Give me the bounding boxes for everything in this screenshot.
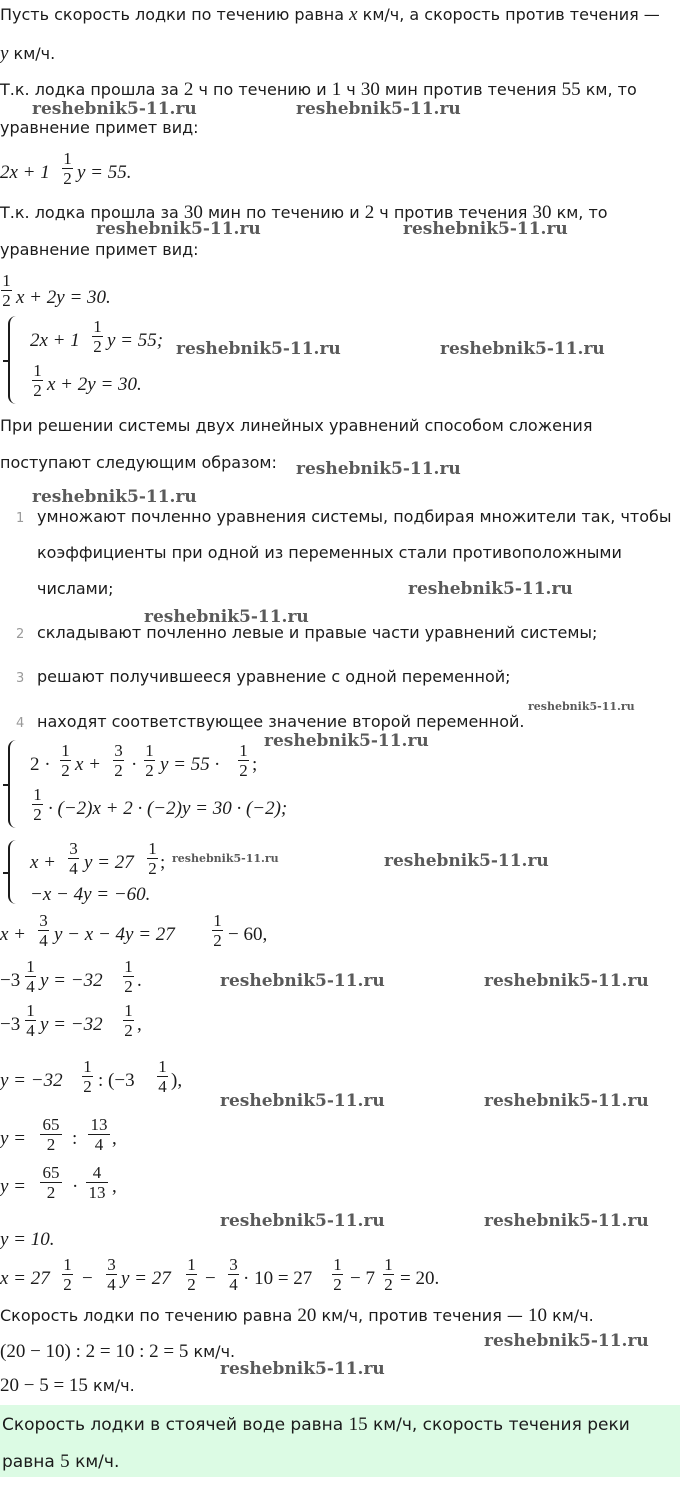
watermark: reshebnik5-11.ru: [220, 1359, 385, 1379]
eq-part: x +: [75, 754, 102, 775]
fraction: [88, 1116, 110, 1153]
fraction-num: 65: [42, 1115, 60, 1134]
list-item-text: складывают почленно левые и правые части уравнений системы;: [37, 623, 598, 642]
fraction: [383, 1256, 394, 1293]
equation-2: [0, 270, 300, 316]
eq-part: y =: [0, 1128, 27, 1149]
fraction: [38, 912, 49, 949]
condition-2-line-2: уравнение примет вид:: [0, 240, 199, 259]
step-8: [0, 1254, 500, 1300]
answer-text: км/ч, скорость течения реки: [367, 1415, 630, 1435]
method-line-1: При решении системы двух линейных уравнений способом сложения: [0, 416, 593, 435]
eq-part: · (−2)x + 2 · (−2)y = 30 · (−2);: [48, 798, 288, 819]
fraction-num: 1: [158, 1057, 167, 1076]
intro-text: Пусть скорость лодки по течению равна: [0, 5, 350, 24]
eq-part: −: [82, 1268, 93, 1289]
fraction: [40, 1164, 62, 1201]
equation-1: [0, 148, 300, 194]
fraction-den: 2: [63, 1275, 72, 1294]
result-line-3: [0, 1376, 135, 1396]
watermark: reshebnik5-11.ru: [172, 852, 279, 865]
fraction-num: 1: [83, 1057, 92, 1076]
num: 30: [183, 202, 203, 223]
eq-part: − 60,: [228, 924, 268, 945]
fraction-num: 1: [63, 149, 72, 168]
fraction: [147, 840, 158, 877]
eq-part: y = 55 ·: [160, 754, 220, 775]
fraction-num: 3: [39, 911, 48, 930]
unit: км/ч.: [87, 1376, 135, 1395]
condition-1-line-2: уравнение примет вид:: [0, 118, 199, 137]
eq-part: x + 2y = 30.: [47, 374, 142, 395]
num: 20: [297, 1305, 317, 1326]
watermark: reshebnik5-11.ru: [32, 99, 197, 119]
list-item-text: числами;: [37, 579, 114, 598]
fraction: [68, 840, 79, 877]
intro-unit: км/ч.: [8, 44, 56, 63]
var-y: y: [0, 43, 9, 64]
step-6: [0, 1162, 300, 1208]
eq-part: y = 27: [121, 1268, 171, 1289]
watermark: reshebnik5-11.ru: [484, 971, 649, 991]
system-brace: [8, 316, 18, 404]
fraction-den: 2: [2, 291, 11, 310]
intro-text-2: км/ч, а скорость против течения —: [357, 5, 660, 24]
fraction-num: 3: [69, 839, 78, 858]
fraction: [186, 1256, 197, 1293]
list-number: 2: [16, 627, 25, 642]
method-line-2: поступают следующим образом:: [0, 453, 277, 472]
fraction-num: 65: [42, 1163, 60, 1182]
eq-part: −x − 4y = −60.: [30, 884, 151, 905]
eq-part: y =: [0, 1176, 27, 1197]
fraction-den: 2: [93, 337, 102, 356]
fraction-den: 4: [94, 1135, 104, 1154]
num: 5: [60, 1451, 70, 1472]
fraction: [228, 1256, 239, 1293]
num: 10: [527, 1305, 547, 1326]
eq-part: ·: [72, 1176, 79, 1197]
condition-text: мин против течения: [379, 80, 562, 99]
eq-part: −3: [0, 1014, 21, 1035]
list-item-text: коэффициенты при одной из переменных стали противоположными: [37, 543, 622, 562]
fraction-den: 2: [239, 761, 248, 780]
step-1: [0, 910, 400, 956]
condition-text: Т.к. лодка прошла за: [0, 80, 184, 99]
eq-part: x +: [30, 852, 57, 873]
expression: 20 − 5 = 15: [0, 1375, 88, 1396]
eq-part: 2x + 1: [0, 162, 50, 183]
fraction-den: 2: [145, 761, 154, 780]
fraction: [82, 1058, 93, 1095]
fraction-den: 2: [61, 761, 70, 780]
fraction-den: 13: [88, 1183, 106, 1202]
watermark: reshebnik5-11.ru: [220, 1211, 385, 1231]
fraction-den: 2: [148, 859, 157, 878]
fraction: [25, 958, 36, 995]
eq-part: y = 27: [84, 852, 134, 873]
fraction: [1, 272, 12, 309]
list-number: 3: [16, 671, 25, 686]
eq-part: ·: [131, 754, 138, 775]
eq-part: y = −32: [40, 1014, 103, 1035]
fraction-num: 3: [229, 1255, 238, 1274]
system-3: [0, 838, 320, 908]
eq-part: · 10 = 27: [243, 1268, 313, 1289]
fraction-den: 2: [33, 381, 42, 400]
watermark: reshebnik5-11.ru: [296, 459, 461, 479]
fraction-den: 2: [33, 805, 42, 824]
result-line-1: [0, 1306, 594, 1326]
fraction: [62, 1256, 73, 1293]
fraction-num: 4: [92, 1163, 102, 1182]
num: 55: [561, 79, 581, 100]
fraction: [92, 318, 103, 355]
fraction: [144, 742, 155, 779]
result-line-2: [0, 1342, 235, 1362]
eq-part: x +: [0, 924, 27, 945]
watermark: reshebnik5-11.ru: [220, 971, 385, 991]
fraction-num: 1: [124, 1001, 133, 1020]
watermark: reshebnik5-11.ru: [144, 607, 309, 627]
fraction: [106, 1256, 117, 1293]
eq-part: y = 55.: [77, 162, 132, 183]
fraction-den: 2: [63, 169, 72, 188]
fraction-num: 1: [148, 839, 157, 858]
eq-part: y − x − 4y = 27: [54, 924, 175, 945]
eq-part: ;: [160, 852, 166, 873]
watermark: reshebnik5-11.ru: [484, 1211, 649, 1231]
watermark: reshebnik5-11.ru: [408, 579, 573, 599]
fraction-num: 1: [187, 1255, 196, 1274]
fraction-num: 1: [333, 1255, 342, 1274]
watermark: reshebnik5-11.ru: [528, 700, 635, 713]
list-number: 1: [16, 511, 25, 526]
var-x: x: [349, 4, 358, 25]
watermark: reshebnik5-11.ru: [403, 219, 568, 239]
eq-part: y = −32: [0, 1070, 63, 1091]
fraction-den: 2: [46, 1135, 56, 1154]
eq-part: − 7: [350, 1268, 375, 1289]
eq-part: ;: [252, 754, 258, 775]
condition-text: ч: [341, 80, 361, 99]
answer-text: Скорость лодки в стоячей воде равна: [2, 1415, 349, 1435]
fraction: [62, 150, 73, 187]
eq-part: −: [205, 1268, 216, 1289]
fraction-num: 1: [61, 741, 70, 760]
answer-box: [0, 1405, 680, 1477]
num: 15: [348, 1414, 368, 1435]
eq-part: .: [137, 970, 142, 991]
fraction-num: 1: [384, 1255, 393, 1274]
watermark: reshebnik5-11.ru: [384, 851, 549, 871]
eq-part: ,: [112, 1176, 117, 1197]
num: 2: [364, 202, 375, 223]
watermark: reshebnik5-11.ru: [220, 1091, 385, 1111]
fraction-den: 4: [69, 859, 78, 878]
step-7: [0, 1229, 200, 1253]
eq-part: y = 10.: [0, 1229, 55, 1250]
condition-text: Т.к. лодка прошла за: [0, 203, 184, 222]
intro-line-1: [0, 5, 660, 25]
fraction: [32, 362, 43, 399]
fraction: [157, 1058, 168, 1095]
fraction: [332, 1256, 343, 1293]
fraction: [60, 742, 71, 779]
intro-line-2: [0, 44, 55, 64]
eq-part: x + 2y = 30.: [16, 287, 111, 308]
watermark: reshebnik5-11.ru: [176, 339, 341, 359]
list-item-text: находят соответствующее значение второй переменной.: [37, 712, 525, 731]
fraction: [123, 1002, 134, 1039]
fraction: [40, 1116, 62, 1153]
step-3: [0, 1000, 300, 1046]
eq-part: ,: [112, 1128, 117, 1149]
watermark: reshebnik5-11.ru: [484, 1091, 649, 1111]
watermark: reshebnik5-11.ru: [296, 99, 461, 119]
fraction-num: 13: [90, 1115, 108, 1134]
fraction: [238, 742, 249, 779]
expression: (20 − 10) : 2 = 10 : 2 = 5: [0, 1341, 189, 1362]
list-item-text: умножают почленно уравнения системы, подбирая множители так, чтобы: [37, 507, 672, 526]
fraction-den: 2: [46, 1183, 56, 1202]
eq-part: ),: [171, 1070, 183, 1091]
eq-part: = 20.: [400, 1268, 440, 1289]
fraction-num: 1: [26, 957, 35, 976]
fraction-den: 4: [229, 1275, 238, 1294]
list-item-text: решают получившееся уравнение с одной переменной;: [37, 667, 511, 686]
condition-text: ч против течения: [374, 203, 533, 222]
eq-part: 2 ·: [30, 754, 51, 775]
system-2: [0, 738, 400, 834]
num: 30: [532, 202, 552, 223]
fraction-num: 1: [145, 741, 154, 760]
answer-text: равна: [2, 1452, 61, 1472]
fraction-num: 1: [93, 317, 102, 336]
unit: км/ч.: [188, 1342, 236, 1361]
fraction-num: 1: [239, 741, 248, 760]
eq-part: y = 55;: [107, 330, 164, 351]
watermark: reshebnik5-11.ru: [484, 1331, 649, 1351]
answer-line-1: [2, 1414, 630, 1436]
fraction-den: 4: [107, 1275, 116, 1294]
result-text: Скорость лодки по течению равна: [0, 1306, 298, 1325]
fraction-den: 4: [39, 931, 48, 950]
fraction-den: 4: [158, 1077, 167, 1096]
eq-part: :: [72, 1128, 78, 1149]
watermark: reshebnik5-11.ru: [32, 487, 197, 507]
list-number: 4: [16, 716, 25, 731]
fraction: [25, 1002, 36, 1039]
fraction: [212, 912, 223, 949]
condition-text: км, то: [551, 203, 608, 222]
fraction-den: 2: [114, 761, 123, 780]
condition-text: мин по течению и: [202, 203, 365, 222]
system-brace: [8, 840, 18, 904]
condition-text: км, то: [580, 80, 637, 99]
fraction: [123, 958, 134, 995]
fraction-num: 1: [33, 361, 42, 380]
result-text: км/ч, против течения —: [316, 1306, 528, 1325]
fraction-num: 1: [33, 785, 42, 804]
fraction-num: 1: [26, 1001, 35, 1020]
fraction-num: 1: [213, 911, 222, 930]
fraction-num: 1: [124, 957, 133, 976]
fraction-num: 1: [63, 1255, 72, 1274]
fraction-den: 2: [83, 1077, 92, 1096]
watermark: reshebnik5-11.ru: [440, 339, 605, 359]
fraction-den: 4: [26, 1021, 35, 1040]
eq-part: ,: [137, 1014, 142, 1035]
fraction: [32, 786, 43, 823]
fraction-num: 3: [114, 741, 123, 760]
watermark: reshebnik5-11.ru: [96, 219, 261, 239]
condition-text: ч по течению и: [193, 80, 332, 99]
num: 1: [331, 79, 342, 100]
eq-part: x = 27: [0, 1268, 50, 1289]
fraction-den: 2: [384, 1275, 393, 1294]
eq-part: 2x + 1: [30, 330, 80, 351]
result-text: км/ч.: [546, 1306, 594, 1325]
step-5: [0, 1114, 300, 1160]
eq-part: −3: [0, 970, 21, 991]
eq-part: y = −32: [40, 970, 103, 991]
fraction-num: 1: [2, 271, 11, 290]
answer-line-2: [2, 1451, 119, 1473]
fraction-den: 2: [333, 1275, 342, 1294]
eq-part: : (−3: [98, 1070, 135, 1091]
fraction: [113, 742, 124, 779]
fraction: [86, 1164, 108, 1201]
fraction-den: 2: [124, 977, 133, 996]
condition-1-line-1: [0, 80, 637, 100]
fraction-den: 2: [187, 1275, 196, 1294]
num: 30: [360, 79, 380, 100]
system-brace: [8, 740, 18, 828]
system-1: [0, 314, 300, 410]
fraction-den: 2: [124, 1021, 133, 1040]
answer-text: км/ч.: [69, 1452, 120, 1472]
fraction-den: 2: [213, 931, 222, 950]
num: 2: [183, 79, 194, 100]
watermark: reshebnik5-11.ru: [264, 731, 429, 751]
fraction-den: 4: [26, 977, 35, 996]
fraction-num: 3: [107, 1255, 116, 1274]
